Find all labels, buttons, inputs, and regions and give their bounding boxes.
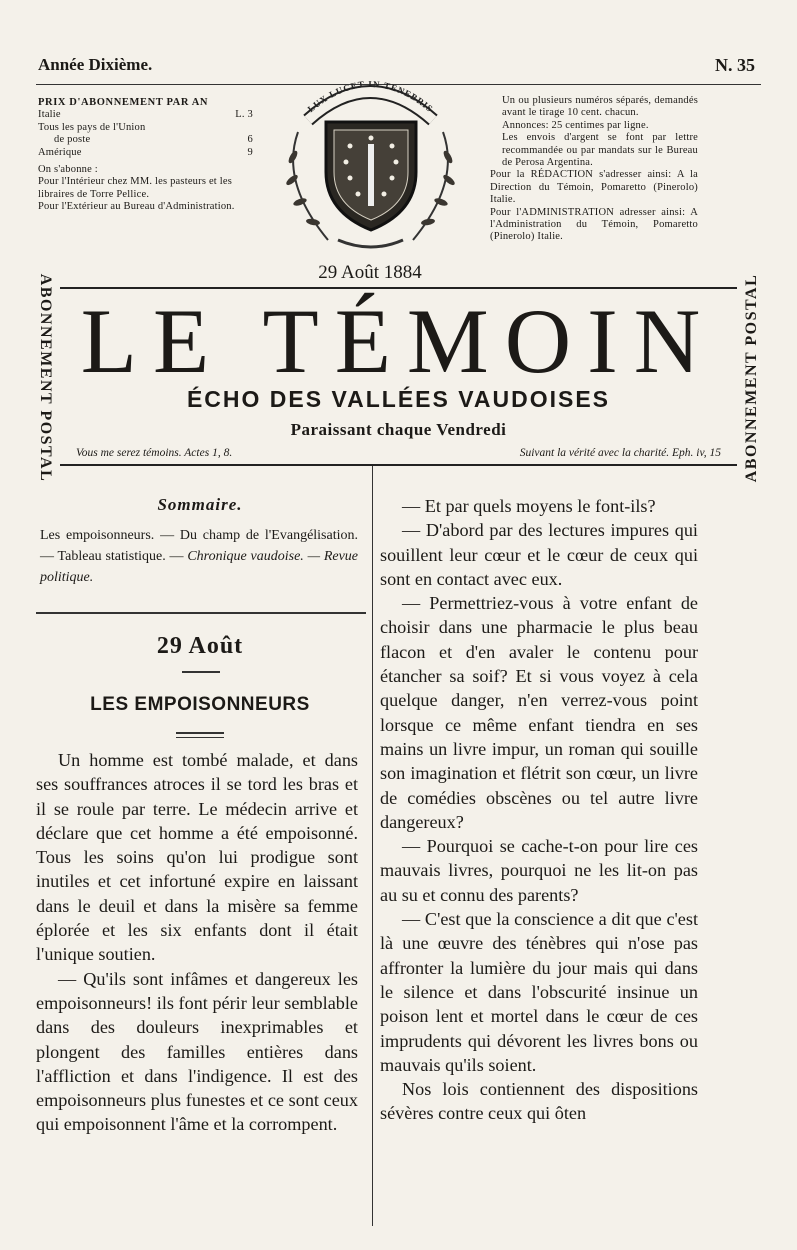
issue-number: N. 35 (715, 55, 755, 75)
info-box (490, 95, 698, 244)
title-rule (176, 732, 224, 734)
newspaper-subtitle: ÉCHO DES VALLÉES VAUDOISES (186, 386, 611, 412)
subscribe-heading: On s'abonne : (38, 164, 98, 176)
newspaper-tagline: Paraissant chaque Vendredi (290, 420, 507, 439)
emblem (268, 62, 473, 257)
price-label: Italie (38, 109, 61, 121)
info-numbers: Un ou plusieurs numéros séparés, demandés avant le tirage 10 cent. chacun. (502, 95, 698, 119)
article-paragraph: Nos lois contiennent des dispositions sévères contre ceux qui ôten (380, 1079, 698, 1124)
quote-right: Suivant la vérité avec la charité. Eph. iv, 15 (519, 447, 721, 459)
summary-main: Les empoisonneurs. — Du champ de l'Evangélisation. — Tableau statistique. — (40, 528, 358, 564)
column-divider (372, 466, 373, 1226)
price-label: Tous les pays de l'Union (38, 121, 146, 133)
article-paragraph: — Permettriez-vous à votre enfant de choisir dans une pharmacie le plus beau flacon et d'en avaler le contenu pour étancher sa soif? Et si vous voyez à cela quelque danger, n'en verrez-vous point lorsque ce même enfant tiendra en ses mains un livre impur, un roman qui souille son imagination et flétrit son cœur, un livre de comédies obscènes ou tel autre livre dangereux? (380, 593, 698, 832)
article-paragraph: — C'est que la conscience a dit que c'est là une œuvre des ténèbres qui n'ose pas affronter la lumière du jour mais qui dans le silence et dans l'obscurité insinue un poison lent et mortel dans le cœur de ces imprudents qui dévorent les livres bons ou mauvais qu'ils soient. (380, 909, 698, 1075)
article-paragraph: Un homme est tombé malade, et dans ses souffrances atroces il se tord les bras et il se roule par terre. Le médecin arrive et déclare que cet homme a été empoisonné. Tous les soins qu'on lui prodigue sont inutiles et cet infortuné expire en laissant dans le deuil et dans la misère sa femme éplorée et les six enfants dont il était l'unique soutien. (36, 750, 358, 965)
article-paragraph: — D'abord par des lectures impures qui souillent leur cœur et le cœur de ceux qui sont en contact avec eux. (380, 520, 698, 589)
emblem-motto: LUX LUCET IN TENEBRIS (305, 78, 436, 115)
price-row (38, 109, 253, 121)
price-value: L. 3 (235, 109, 253, 121)
summary-italic: Chronique vaudoise. — Revue politique. (40, 549, 359, 585)
article-paragraph: — Et par quels moyens le font-ils? (402, 496, 656, 516)
price-row (38, 122, 253, 134)
summary-heading: Sommaire. (157, 495, 243, 514)
article-date: 29 Août (156, 633, 244, 659)
summary-rule (36, 612, 366, 614)
subscription-box (38, 97, 253, 214)
title-rule (176, 737, 224, 738)
article-paragraph: — Qu'ils sont infâmes et dangereux les empoisonneurs! ils font périr leur semblable dans des douleurs inexprimables et plongent des familles entières dans l'affliction et dans l'indigence. Il est des empoisonneurs plus funestes et ce sont ceux qui empoisonnent l'âme et la corrompent. (36, 968, 358, 1135)
article-paragraph: — Pourquoi se cache-t-on pour lire ces mauvais livres, pourquoi ne les lit-on pas au su et connu des parents? (380, 836, 698, 905)
price-label: Amérique (38, 146, 82, 158)
price-row (38, 134, 253, 146)
subscription-heading: PRIX D'ABONNEMENT PAR AN (38, 97, 209, 108)
price-row (38, 147, 253, 159)
price-label: de poste (54, 134, 91, 146)
header-rule-bottom (60, 464, 737, 466)
side-label-right (739, 273, 765, 483)
price-value: 9 (247, 146, 253, 158)
masthead-date: 29 Août 1884 (318, 262, 422, 283)
newspaper-title: LE TÉMOIN (80, 290, 717, 392)
interior-note: Pour l'Intérieur chez MM. les pasteurs et les libraires de Torre Pellice. (38, 176, 233, 200)
price-value: 6 (247, 134, 253, 146)
article-left-column (36, 748, 358, 1137)
exterior-note: Pour l'Extérieur au Bureau d'Administration. (38, 201, 235, 213)
summary-text (40, 525, 358, 588)
date-dash (182, 671, 220, 673)
info-ads: Annonces: 25 centimes par ligne. (502, 119, 649, 131)
side-label-right-text: ABONNEMENT POSTAL (743, 273, 760, 483)
side-label-left-text: ABONNEMENT POSTAL (37, 273, 54, 483)
info-administration: Pour l'ADMINISTRATION adresser ainsi: A l'Administration du Témoin, Pomaretto (Pinerolo) Italie. (490, 206, 698, 243)
year-label: Année Dixième. (38, 55, 153, 74)
quote-left: Vous me serez témoins. Actes 1, 8. (76, 447, 233, 459)
article-right-column (380, 494, 698, 1126)
info-redaction: Pour la RÉDACTION s'adresser ainsi: A la Direction du Témoin, Pomaretto (Pinerolo) Italie. (490, 169, 698, 206)
shield-emblem-icon (268, 62, 473, 257)
side-label-left (32, 273, 58, 483)
article-title: LES EMPOISONNEURS (90, 694, 310, 715)
info-money: Les envois d'argent se font par lettre recommandée ou par mandats sur le Bureau de Perosa Argentina. (502, 132, 698, 169)
